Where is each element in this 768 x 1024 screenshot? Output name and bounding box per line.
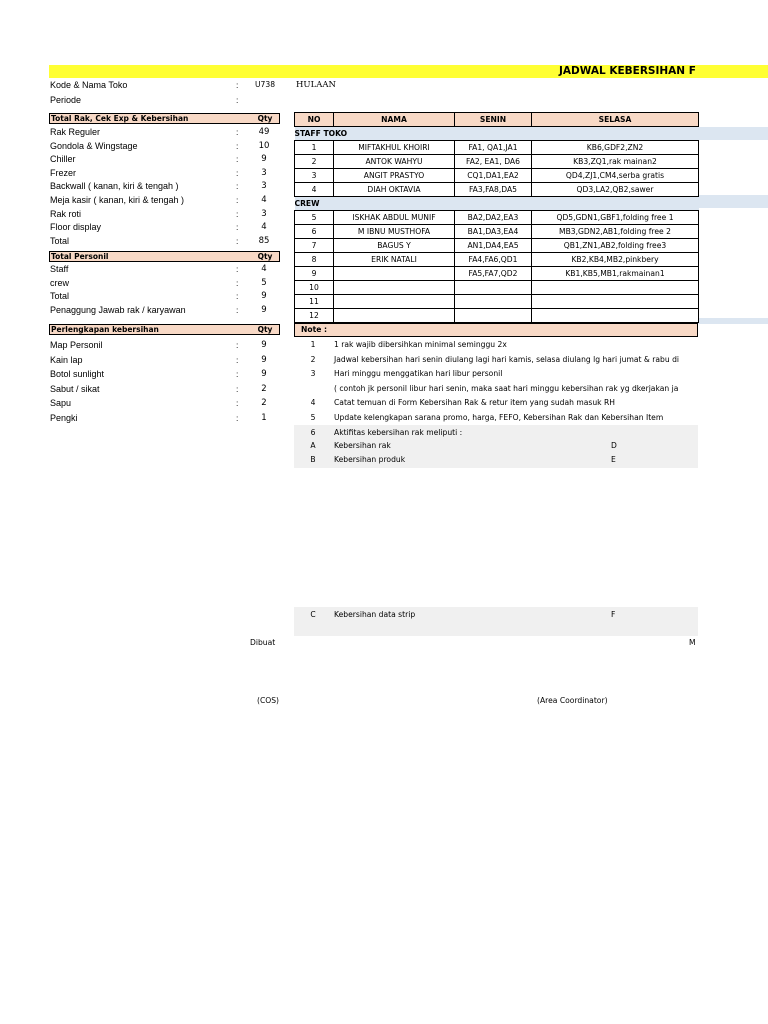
personil-header-label: Total Personil [51, 252, 109, 261]
table-row [295, 169, 699, 183]
activity-text: Kebersihan data strip [334, 610, 416, 619]
table-cell: QD4,ZJ1,CM4,serba gratis [532, 169, 699, 183]
colon: : [236, 235, 239, 246]
table-cell [334, 295, 455, 309]
table-cell [532, 281, 699, 295]
colon: : [236, 413, 239, 423]
colon: : [236, 195, 239, 205]
table-cell: FA2, EA1, DA6 [455, 155, 532, 169]
note-text: Update kelengkapan sarana promo, harga, FEFO, Kebersihan Rak dan Kebersihan Item [334, 413, 664, 422]
colon: : [236, 127, 239, 137]
item-label: Penaggung Jawab rak / karyawan [50, 304, 186, 315]
group-label: STAFF TOKO [295, 127, 699, 141]
item-qty: 3 [261, 167, 267, 178]
note-number: 5 [310, 413, 316, 422]
activity-letter: A [310, 441, 316, 450]
item-qty: 9 [261, 354, 267, 365]
note-text: Jadwal kebersihan hari senin diulang lagi hari kamis, selasa diulang lg hari jumat & rabu di [334, 354, 680, 364]
area-coordinator-label: (Area Coordinator) [537, 696, 608, 705]
colon: : [236, 140, 239, 151]
colon: : [236, 222, 239, 233]
table-cell: CQ1,DA1,EA2 [455, 169, 532, 183]
note-text: Catat temuan di Form Kebersihan Rak & retur item yang sudah masuk RH [334, 398, 615, 408]
qty-header: Qty [257, 325, 273, 334]
colon: : [236, 383, 239, 394]
perlengkapan-section-header [49, 324, 280, 335]
dibuat-label: Dibuat [250, 638, 276, 647]
item-label: Gondola & Wingstage [50, 140, 138, 151]
item-label: Sabut / sikat [50, 383, 100, 394]
item-label: Rak roti [50, 208, 82, 219]
item-qty: 5 [261, 277, 267, 288]
table-cell [532, 295, 699, 309]
table-cell: 2 [295, 155, 334, 169]
colon: : [236, 154, 239, 165]
item-qty: 4 [261, 264, 267, 274]
mengetahui-label: M [689, 638, 696, 647]
table-cell: 7 [295, 239, 334, 253]
item-label: Rak Reguler [50, 127, 101, 137]
note-number: 3 [310, 369, 316, 379]
table-row [295, 225, 699, 239]
perlengkapan-header-label: Perlengkapan kebersihan [51, 325, 159, 334]
activity-letter: B [310, 455, 316, 464]
bottom-strip [698, 318, 768, 324]
page-title: JADWAL KEBERSIHAN F [559, 65, 696, 77]
item-label: Total [50, 291, 70, 302]
item-label: Chiller [50, 154, 76, 165]
table-cell: 11 [295, 295, 334, 309]
item-qty: 49 [258, 127, 270, 137]
item-label: Sapu [50, 398, 72, 409]
table-cell: QD5,GDN1,GBF1,folding free 1 [532, 211, 699, 225]
colon: : [236, 208, 239, 219]
note-number: 6 [310, 427, 316, 437]
note-text: 1 rak wajib dibersihkan minimal seminggu 2x [334, 340, 507, 349]
table-cell: NO [295, 113, 334, 127]
colon: : [236, 167, 239, 178]
colon: : [236, 264, 239, 274]
item-label: Kain lap [50, 354, 83, 365]
item-qty: 9 [261, 369, 267, 380]
table-cell: KB2,KB4,MB2,pinkbery [532, 253, 699, 267]
table-cell [455, 309, 532, 323]
note-number: 2 [310, 354, 316, 364]
personil-section-header [49, 251, 280, 262]
table-row [295, 141, 699, 155]
activity-text: Kebersihan produk [334, 455, 406, 464]
note-header-label: Note : [301, 325, 328, 334]
table-cell: BA2,DA2,EA3 [455, 211, 532, 225]
table-cell: FA4,FA6,QD1 [455, 253, 532, 267]
colon: : [236, 277, 239, 288]
table-row [295, 281, 699, 295]
colon: : [236, 304, 239, 315]
item-label: Frezer [50, 167, 77, 178]
item-label: Pengki [50, 413, 78, 423]
activity-letter: C [310, 610, 316, 619]
crew-strip [698, 195, 768, 208]
table-cell: 3 [295, 169, 334, 183]
table-cell: 4 [295, 183, 334, 197]
item-label: Backwall ( kanan, kiri & tengah ) [50, 181, 179, 192]
table-cell: 1 [295, 141, 334, 155]
staff-group-row [295, 127, 699, 141]
table-cell: AN1,DA4,EA5 [455, 239, 532, 253]
item-qty: 3 [261, 181, 267, 192]
table-cell: DIAH OKTAVIA [334, 183, 455, 197]
colon: : [236, 369, 239, 380]
table-cell [455, 295, 532, 309]
colon: : [236, 291, 239, 302]
item-qty: 85 [258, 235, 270, 246]
table-cell: KB1,KB5,MB1,rakmainan1 [532, 267, 699, 281]
table-row [295, 267, 699, 281]
item-label: Botol sunlight [50, 369, 105, 380]
table-cell [334, 267, 455, 281]
activity-text: Kebersihan rak [334, 441, 391, 450]
table-row [295, 309, 699, 323]
crew-group-row [295, 197, 699, 211]
schedule-body [295, 113, 699, 323]
table-cell [334, 309, 455, 323]
table-row [295, 295, 699, 309]
table-row [295, 155, 699, 169]
table-cell [455, 281, 532, 295]
table-row [295, 253, 699, 267]
table-cell: KB6,GDF2,ZN2 [532, 141, 699, 155]
note-text: Hari minggu menggatikan hari libur personil [334, 369, 503, 379]
qty-header: Qty [257, 252, 273, 261]
activity-right-letter: D [611, 441, 617, 450]
item-qty: 4 [261, 222, 267, 233]
schedule-table [294, 112, 699, 323]
table-cell: NAMA [334, 113, 455, 127]
note-number: 4 [310, 398, 316, 408]
item-qty: 2 [261, 383, 267, 394]
item-qty: 3 [261, 208, 267, 219]
table-row [295, 211, 699, 225]
rak-header-label: Total Rak, Cek Exp & Kebersihan [51, 114, 189, 123]
table-cell: 8 [295, 253, 334, 267]
periode-label: Periode [50, 95, 82, 105]
table-cell [532, 309, 699, 323]
table-row [295, 183, 699, 197]
table-cell: MB3,GDN2,AB1,folding free 2 [532, 225, 699, 239]
item-qty: 1 [261, 413, 267, 423]
item-qty: 4 [261, 195, 267, 205]
table-cell: MIFTAKHUL KHOIRI [334, 141, 455, 155]
table-row [295, 239, 699, 253]
table-cell: ANGIT PRASTYO [334, 169, 455, 183]
note-number: 1 [310, 340, 316, 349]
table-cell: 5 [295, 211, 334, 225]
kode-value: U738 [255, 80, 276, 89]
colon: : [236, 80, 239, 90]
item-qty: 10 [258, 140, 270, 151]
colon: : [236, 340, 239, 350]
colon: : [236, 354, 239, 365]
item-label: Map Personil [50, 340, 103, 350]
item-label: Meja kasir ( kanan, kiri & tengah ) [50, 195, 185, 205]
table-cell: SELASA [532, 113, 699, 127]
item-qty: 9 [261, 291, 267, 302]
activity-right-letter: F [611, 610, 616, 619]
table-cell: KB3,ZQ1,rak mainan2 [532, 155, 699, 169]
nama-value: HULAAN [296, 80, 336, 90]
cos-label: (COS) [257, 696, 280, 705]
table-cell: SENIN [455, 113, 532, 127]
table-cell: QB1,ZN1,AB2,folding free3 [532, 239, 699, 253]
table-cell: FA3,FA8,DA5 [455, 183, 532, 197]
table-cell: ANTOK WAHYU [334, 155, 455, 169]
group-label: CREW [295, 197, 699, 211]
note-text: ( contoh jk personil libur hari senin, maka saat hari minggu kebersihan rak yg dkerjakan ja [334, 383, 679, 393]
table-cell: M IBNU MUSTHOFA [334, 225, 455, 239]
table-cell: FA5,FA7,QD2 [455, 267, 532, 281]
activity-right-letter: E [611, 455, 616, 464]
item-label: Floor display [50, 222, 102, 233]
qty-header: Qty [257, 114, 273, 123]
item-label: Total [50, 235, 70, 246]
table-cell [334, 281, 455, 295]
table-cell: 10 [295, 281, 334, 295]
colon: : [236, 95, 239, 105]
table-cell: ERIK NATALI [334, 253, 455, 267]
kode-label: Kode & Nama Toko [50, 80, 128, 90]
item-qty: 9 [261, 154, 267, 165]
item-label: crew [50, 277, 70, 288]
rak-section-header [49, 113, 280, 124]
table-cell: BA1,DA3,EA4 [455, 225, 532, 239]
colon: : [236, 181, 239, 192]
table-cell: BAGUS Y [334, 239, 455, 253]
item-qty: 2 [261, 398, 267, 409]
colon: : [236, 398, 239, 409]
note-header [294, 323, 698, 337]
table-header-row [295, 113, 699, 127]
item-label: Staff [50, 264, 69, 274]
item-qty: 9 [261, 304, 267, 315]
table-cell: 12 [295, 309, 334, 323]
note-text: Aktifitas kebersihan rak meliputi : [334, 427, 463, 437]
table-cell: QD3,LA2,QB2,sawer [532, 183, 699, 197]
table-cell: 6 [295, 225, 334, 239]
table-cell: 9 [295, 267, 334, 281]
staff-strip [698, 127, 768, 140]
table-cell: ISKHAK ABDUL MUNIF [334, 211, 455, 225]
item-qty: 9 [261, 340, 267, 350]
table-cell: FA1, QA1,JA1 [455, 141, 532, 155]
